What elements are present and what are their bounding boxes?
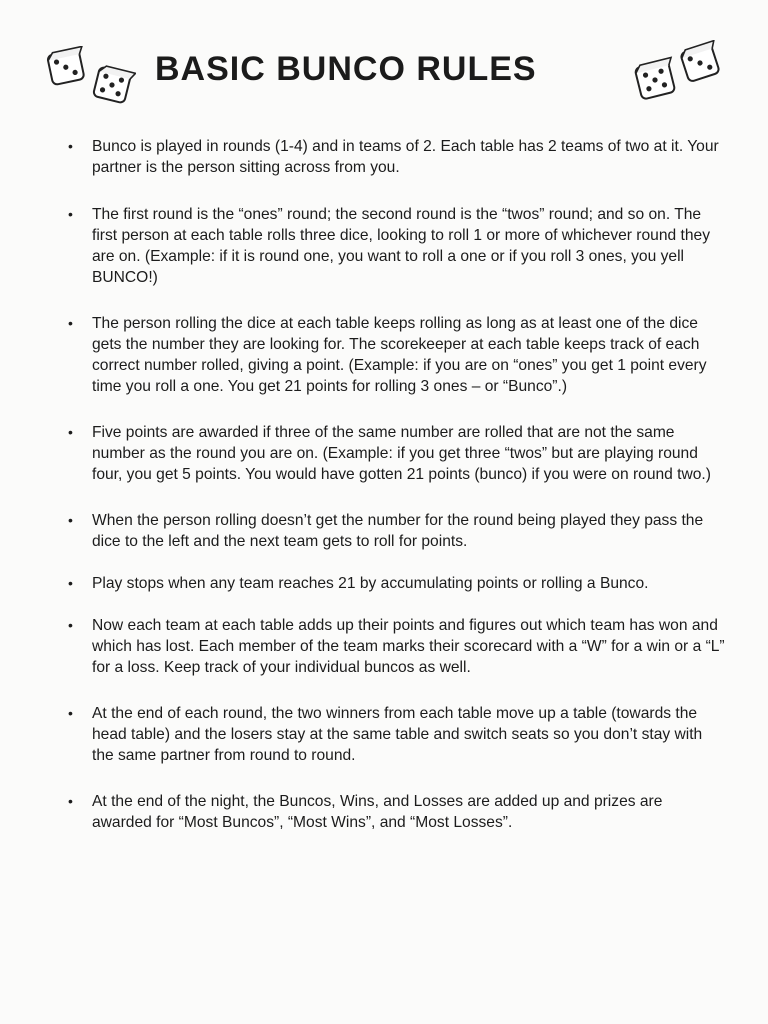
list-item (66, 136, 726, 178)
rule-text: Five points are awarded if three of the same number are rolled that are not the same number as the round you are on. (Example: if you get three “twos” but are playing round four, you get 5 points. You would have gotten 21 points (bunco) if you were on round two.) (92, 424, 711, 483)
rules-list (66, 136, 726, 833)
bullet: • (68, 705, 73, 721)
dice-icon (676, 40, 724, 86)
list-item (66, 703, 726, 766)
title-row (0, 40, 768, 110)
list-item (66, 573, 726, 594)
bullet: • (68, 424, 73, 440)
rule-text: When the person rolling doesn’t get the number for the round being played they pass the dice to the left and the next team gets to roll for points. (92, 512, 704, 550)
list-item (66, 615, 726, 678)
list-item (66, 204, 726, 288)
rule-text: The first round is the “ones” round; the second round is the “twos” round; and so on. The first person at each table rolls three dice, looking to roll 1 or more of whichever round they are on. (Example: if it is round one, you want to roll a one or if you roll 3 ones, you yell BUNCO!) (92, 206, 711, 286)
list-item (66, 313, 726, 397)
list-item (66, 422, 726, 485)
bullet: • (68, 793, 73, 809)
list-item (66, 791, 726, 833)
list-item (66, 510, 726, 552)
rule-text: At the end of each round, the two winners from each table move up a table (towards the head table) and the losers stay at the same table and switch seats so you don’t stay with the same partner from round to round. (92, 705, 703, 764)
rule-text: At the end of the night, the Buncos, Wins, and Losses are added up and prizes are awarded for “Most Buncos”, “Most Wins”, and “Most Losses”. (92, 793, 663, 831)
rule-text: The person rolling the dice at each table keeps rolling as long as at least one of the dice gets the number they are looking for. The scorekeeper at each table keeps track of each correct number rolled, giving a point. (Example: if you are on “ones” you get 1 point every time you roll a one. You get 21 points for rolling 3 ones – or “Bunco”.) (92, 315, 707, 395)
rule-text: Bunco is played in rounds (1-4) and in teams of 2. Each table has 2 teams of two at it. Your partner is the person sitting across from you. (92, 138, 719, 176)
bullet: • (68, 138, 73, 154)
dice-icon (44, 46, 90, 90)
page-title: BASIC BUNCO RULES (155, 50, 537, 88)
dice-icon (88, 62, 136, 108)
bullet: • (68, 206, 73, 222)
bullet: • (68, 617, 73, 633)
dice-icon (630, 56, 680, 104)
bullet: • (68, 575, 73, 591)
rule-text: Play stops when any team reaches 21 by accumulating points or rolling a Bunco. (92, 575, 649, 592)
bullet: • (68, 315, 73, 331)
rule-text: Now each team at each table adds up their points and figures out which team has won and which has lost. Each member of the team marks their scorecard with a “W” for a win or a “L” for a loss. Keep track of your individual buncos as well. (92, 617, 725, 676)
bullet: • (68, 512, 73, 528)
